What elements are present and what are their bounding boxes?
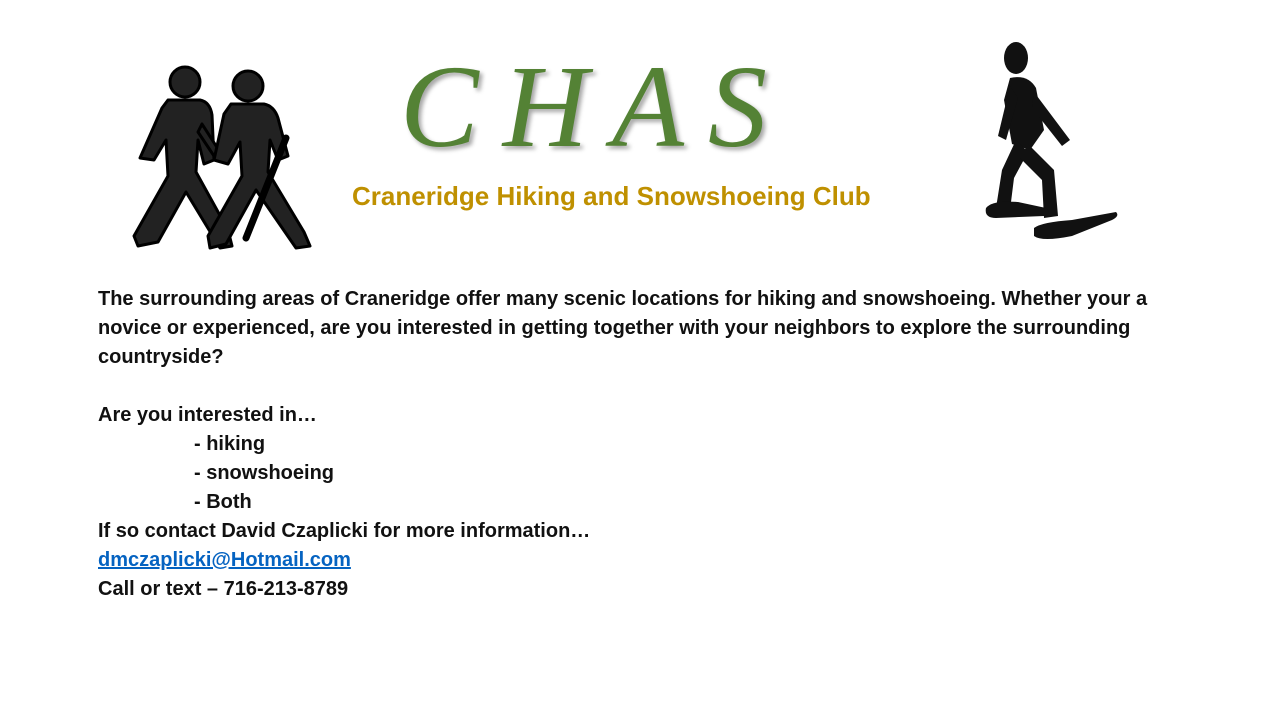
hikers-icon (128, 60, 318, 255)
phone-line: Call or text – 716-213-8789 (98, 578, 349, 600)
contact-line: If so contact David Czaplicki for more information… (98, 520, 591, 542)
option-hiking: - hiking (194, 433, 266, 455)
club-subtitle: Craneridge Hiking and Snowshoeing Club (352, 181, 871, 211)
club-logo-title: CHAS (400, 41, 791, 172)
interest-question: Are you interested in… (98, 404, 317, 426)
snowshoer-icon (982, 40, 1122, 245)
option-snowshoeing: - snowshoeing (194, 462, 334, 484)
email-link[interactable]: dmczaplicki@Hotmail.com (98, 549, 351, 571)
option-both: - Both (194, 491, 252, 513)
spacer (98, 372, 1188, 401)
intro-paragraph: The surrounding areas of Craneridge offer many scenic locations for hiking and snowshoeing. Whether your a novice or experienced, are you interested in getting together with your neighbors to explore the surrounding countryside? (98, 288, 1148, 368)
flyer-body (98, 285, 1188, 604)
